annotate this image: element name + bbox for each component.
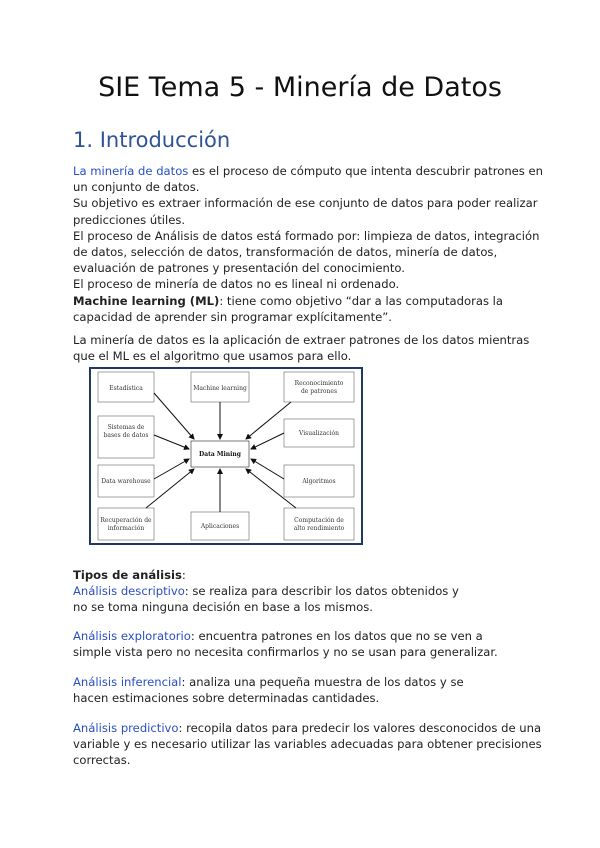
box-recuperacion <box>98 508 154 540</box>
label-data-warehouse: Data warehouse <box>101 478 151 485</box>
mineria-link[interactable]: La minería de datos <box>73 164 189 178</box>
page-title: SIE Tema 5 - Minería de Datos <box>98 72 502 103</box>
label-computacion-1: Computación de <box>294 517 344 524</box>
label-recuperacion-2: información <box>107 525 145 532</box>
intro-paragraph-3: El proceso de Análisis de datos está formado por: limpieza de datos, integración de datos, selección de datos, transformación de datos, minería de datos, evaluación de patrones y presentación del conocimiento. <box>73 228 540 276</box>
intro-paragraph-6: La minería de datos es la aplicación de extraer patrones de los datos mientras que el ML es el algoritmo que usamos para ello. <box>73 333 530 364</box>
analysis-item-inferencial: Análisis inferencial: analiza una pequeña muestra de los datos y se hacen estimaciones sobre determinadas cantidades. <box>73 675 464 706</box>
label-reconocimiento-2: de patrones <box>300 388 338 395</box>
label-sistemas-2: bases de datos <box>103 432 149 439</box>
label-algoritmos: Algoritmos <box>302 478 336 485</box>
analysis-heading: Tipos de análisis: <box>73 568 186 582</box>
label-estadistica: Estadística <box>109 385 143 392</box>
intro-paragraph-4: El proceso de minería de datos no es lineal ni ordenado. <box>73 277 400 292</box>
analysis-item-exploratorio: Análisis exploratorio: encuentra patrones en los datos que no se ven a simple vista pero no necesita confirmarlos y no se usan para generalizar. <box>73 629 498 660</box>
intro-paragraph-1: La minería de datos es el proceso de cómputo que intenta descubrir patrones en un conjunto de datos. <box>73 164 544 195</box>
label-sistemas-1: Sistemas de <box>107 424 145 431</box>
section-heading: 1. Introducción <box>73 128 231 152</box>
data-mining-diagram <box>89 367 363 545</box>
label-recuperacion-1: Recuperación de <box>100 517 152 524</box>
box-computacion <box>284 508 354 540</box>
figure-caption <box>97 545 177 548</box>
label-machine-learning: Machine learning <box>193 385 247 392</box>
label-reconocimiento-1: Reconocimiento <box>294 380 344 387</box>
label-visualizacion: Visualización <box>299 430 339 437</box>
diagram-svg <box>91 369 361 543</box>
label-computacion-2: alto rendimiento <box>293 525 345 532</box>
box-reconocimiento <box>284 372 354 402</box>
intro-block <box>73 163 543 325</box>
analysis-item-predictivo: Análisis predictivo: recopila datos para predecir los valores desconocidos de una variable y es necesario utilizar las variables adecuadas para obtener precisiones correctas. <box>73 721 542 768</box>
analysis-item-descriptivo: Análisis descriptivo: se realiza para describir los datos obtenidos y no se toma ninguna decisión en base a los mismos. <box>73 584 459 615</box>
intro-paragraph-5: Machine learning (ML): tiene como objetivo “dar a las computadoras la capacidad de aprender sin programar explícitamente”. <box>73 293 504 324</box>
label-data-mining: Data Mining <box>199 451 241 458</box>
label-aplicaciones: Aplicaciones <box>200 523 240 530</box>
intro-paragraph-2: Su objetivo es extraer información de ese conjunto de datos para poder realizar predicciones útiles. <box>73 196 538 227</box>
